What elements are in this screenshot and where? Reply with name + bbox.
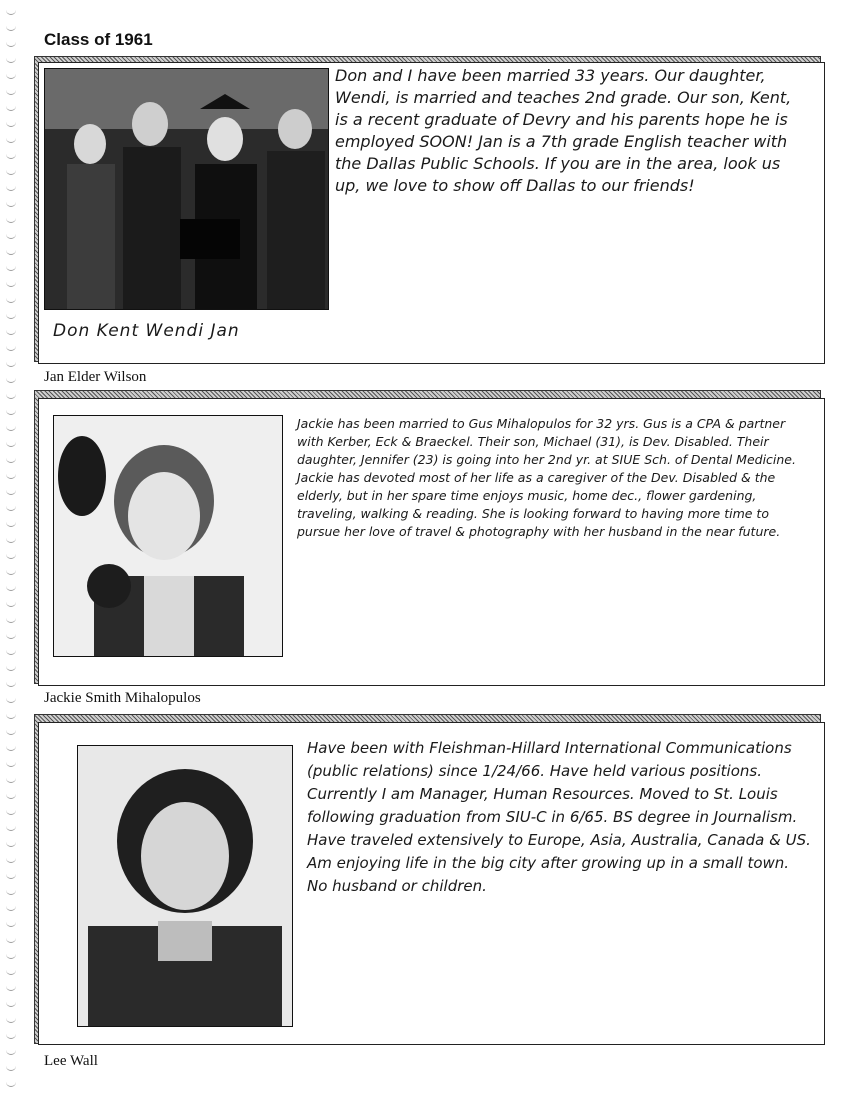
spiral-ring [6, 40, 16, 47]
spiral-ring [6, 24, 16, 31]
spiral-ring [6, 312, 16, 319]
spiral-ring [6, 552, 16, 559]
handwritten-note: Have been with Fleishman-Hillard International Communications (public relations) since 1/24/66. Have held various positions. Currently I am Manager, Human Resources. Moved to St. Louis following graduation from SIU-C in 6/65. BS degree in Journalism. Have traveled extensively to Europe, Asia, Australia, Canada & US. Am enjoying life in the big city after growing up in a small town. No husband or children. [307, 739, 811, 895]
spiral-ring [6, 584, 16, 591]
spiral-ring [6, 264, 16, 271]
spiral-ring [6, 408, 16, 415]
spiral-ring [6, 216, 16, 223]
spiral-ring [6, 856, 16, 863]
spiral-ring [6, 952, 16, 959]
spiral-ring [6, 664, 16, 671]
spiral-ring [6, 1016, 16, 1023]
spiral-ring [6, 744, 16, 751]
spiral-ring [6, 1080, 16, 1087]
spiral-ring [6, 936, 16, 943]
spiral-ring [6, 872, 16, 879]
entry-panel [38, 398, 825, 686]
spiral-ring [6, 680, 16, 687]
spiral-ring [6, 904, 16, 911]
spiral-ring [6, 648, 16, 655]
spiral-ring [6, 520, 16, 527]
portrait-photo [53, 415, 283, 657]
spiral-ring [6, 536, 16, 543]
alumni-name: Jackie Smith Mihalopulos [44, 690, 201, 706]
family-photo [44, 68, 329, 310]
page-title: Class of 1961 [44, 30, 153, 49]
spiral-ring [6, 232, 16, 239]
spiral-ring [6, 392, 16, 399]
spiral-ring [6, 1000, 16, 1007]
spiral-ring [6, 296, 16, 303]
spiral-ring [6, 920, 16, 927]
handwritten-note: Jackie has been married to Gus Mihalopulos for 32 yrs. Gus is a CPA & partner with Kerber, Eck & Braeckel. Their son, Michael (31), is Dev. Disabled. Their daughter, Jennifer (23) is going into her 2nd yr. at SIUE Sch. of Dental Medicine. Jackie has devoted most of her life as a caregiver of the Dev. Disabled & the elderly, but in her spare time enjoys music, home dec., flower gardening, traveling, walking & reading. She is looking forward to having more time to pursue her love of travel & photography with her husband in the near future. [297, 416, 796, 539]
spiral-ring [6, 888, 16, 895]
spiral-ring [6, 424, 16, 431]
spiral-ring [6, 456, 16, 463]
spiral-ring [6, 376, 16, 383]
spiral-ring [6, 200, 16, 207]
spiral-ring [6, 488, 16, 495]
spiral-ring [6, 696, 16, 703]
spiral-binding [4, 0, 22, 1099]
spiral-ring [6, 360, 16, 367]
portrait-photo [77, 745, 293, 1027]
spiral-ring [6, 248, 16, 255]
spiral-ring [6, 760, 16, 767]
spiral-ring [6, 168, 16, 175]
spiral-ring [6, 280, 16, 287]
spiral-ring [6, 632, 16, 639]
spiral-ring [6, 1064, 16, 1071]
spiral-ring [6, 152, 16, 159]
spiral-ring [6, 776, 16, 783]
spiral-ring [6, 136, 16, 143]
alumni-name: Jan Elder Wilson [44, 369, 147, 385]
spiral-ring [6, 504, 16, 511]
spiral-ring [6, 72, 16, 79]
spiral-ring [6, 792, 16, 799]
spiral-ring [6, 1032, 16, 1039]
spiral-ring [6, 824, 16, 831]
spiral-ring [6, 440, 16, 447]
spiral-ring [6, 104, 16, 111]
spiral-ring [6, 8, 16, 15]
spiral-ring [6, 56, 16, 63]
spiral-ring [6, 600, 16, 607]
spiral-ring [6, 472, 16, 479]
spiral-ring [6, 728, 16, 735]
spiral-ring [6, 184, 16, 191]
spiral-ring [6, 808, 16, 815]
handwritten-note: Don and I have been married 33 years. Our daughter, Wendi, is married and teaches 2nd grade. Our son, Kent, is a recent graduate of Devry and his parents hope he is employed SOON! Jan is a 7th grade English teacher with the Dallas Public Schools. If you are in the area, look us up, we love to show off Dallas to our friends! [335, 66, 792, 195]
spiral-ring [6, 968, 16, 975]
spiral-ring [6, 344, 16, 351]
spiral-ring [6, 616, 16, 623]
entry-panel [38, 62, 825, 364]
spiral-ring [6, 328, 16, 335]
spiral-ring [6, 984, 16, 991]
photo-caption: Don Kent Wendi Jan [53, 321, 240, 341]
entry-panel [38, 722, 825, 1045]
spiral-ring [6, 88, 16, 95]
spiral-ring [6, 840, 16, 847]
spiral-ring [6, 120, 16, 127]
spiral-ring [6, 712, 16, 719]
spiral-ring [6, 1048, 16, 1055]
spiral-ring [6, 568, 16, 575]
alumni-name: Lee Wall [44, 1053, 98, 1069]
